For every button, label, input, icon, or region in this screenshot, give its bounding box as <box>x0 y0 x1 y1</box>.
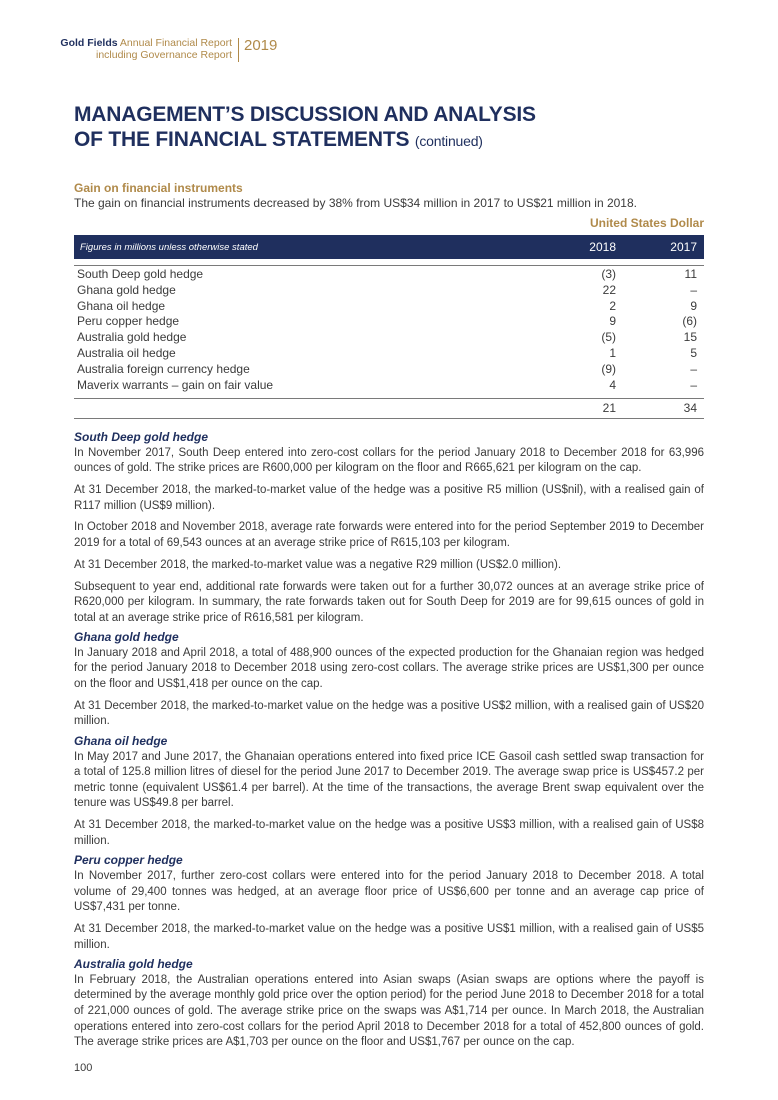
table-row <box>74 283 704 299</box>
paragraph: In November 2017, further zero-cost collars were entered into for the period January 2018 to December 2018. A total volume of 29,400 tonnes was hedged, at an average floor price of US$6,600 per tonne and an average cap price of US$7,431 per tonne. <box>74 869 704 914</box>
row-label: Australia foreign currency hedge <box>77 361 250 376</box>
report-subtitle: including Governance Report <box>96 48 232 61</box>
paragraph: In October 2018 and November 2018, average rate forwards were entered into for the period September 2019 to December 2019 for a total of 69,543 ounces at an average strike price of R615,103 per kilogram. <box>74 521 704 549</box>
paragraph: In November 2017, South Deep entered into zero-cost collars for the period January 2018 to December 2018 for 63,996 ounces of gold. The strike prices are R600,000 per kilogram on the floor and R665,621 per kilogram on the cap. <box>74 446 704 475</box>
currency-label: United States Dollar <box>589 216 704 230</box>
section-heading: Gain on financial instruments <box>74 181 243 195</box>
table-row <box>74 330 704 346</box>
row-label: Australia oil hedge <box>77 345 176 360</box>
subheading-ghana-oil: Ghana oil hedge <box>74 734 168 749</box>
paragraph: At 31 December 2018, the marked-to-market value was a negative R29 million (US$2.0 million). <box>74 558 562 571</box>
column-header-2017: 2017 <box>670 240 697 254</box>
paragraph: At 31 December 2018, the marked-to-market value on the hedge was a positive US$1 million, with a realised gain of US$5 million. <box>74 922 704 951</box>
report-header-text <box>60 38 232 61</box>
page-title-line1: MANAGEMENT’S DISCUSSION AND ANALYSIS <box>74 103 536 126</box>
total-2017: 34 <box>683 401 697 415</box>
report-year: 2019 <box>244 37 278 54</box>
continued-label: (continued) <box>414 133 483 149</box>
table-row <box>74 378 704 394</box>
row-value-2017: – <box>690 377 697 392</box>
row-value-2017: (6) <box>682 314 697 329</box>
table-caption: Figures in millions unless otherwise stated <box>80 242 258 253</box>
row-value-2017: 15 <box>683 330 697 345</box>
row-label: Australia gold hedge <box>77 330 187 345</box>
row-label: Maverix warrants – gain on fair value <box>77 377 274 392</box>
table-rule-bottom <box>74 418 704 419</box>
table-body <box>74 267 704 393</box>
row-value-2017: – <box>690 282 697 297</box>
body-text <box>74 430 704 1057</box>
section-intro: The gain on financial instruments decreased by 38% from US$34 million in 2017 to US$21 million in 2018. <box>74 196 637 210</box>
table-row <box>74 299 704 315</box>
report-name: Annual Financial Report <box>119 37 232 49</box>
table-row <box>74 267 704 283</box>
paragraph: At 31 December 2018, the marked-to-market value on the hedge was a positive US$3 million, with a realised gain of US$8 million. <box>74 819 704 847</box>
table-row <box>74 314 704 330</box>
subheading-south-deep: South Deep gold hedge <box>74 430 208 444</box>
row-value-2018: 4 <box>609 377 616 392</box>
subheading-peru-copper: Peru copper hedge <box>74 853 183 868</box>
row-value-2018: 9 <box>609 314 616 329</box>
paragraph: At 31 December 2018, the marked-to-market value of the hedge was a positive R5 million (US$nil), with a realised gain of R117 million (US$9 million). <box>74 483 704 512</box>
paragraph: At 31 December 2018, the marked-to-market value on the hedge was a positive US$2 million, with a realised gain of US$20 million. <box>74 699 704 728</box>
header-divider <box>238 38 239 62</box>
table-row <box>74 346 704 362</box>
row-value-2017: 11 <box>684 267 697 281</box>
row-value-2017: – <box>690 361 697 376</box>
row-value-2017: 5 <box>690 345 697 360</box>
table-row <box>74 362 704 378</box>
row-label: South Deep gold hedge <box>77 267 204 281</box>
row-label: Peru copper hedge <box>77 314 180 329</box>
paragraph: In May 2017 and June 2017, the Ghanaian operations entered into fixed price ICE Gasoil cash settled swap transaction for a total of 125.8 million litres of diesel for the period June 2017 to December 2019. The average swap price is US$457.2 per metric tonne (equivalent US$61.4 per barrel). At the time of the transactions, the average Brent swap equivalent over the tenure was US$49.8 per barrel. <box>74 750 704 810</box>
row-value-2018: 2 <box>609 298 616 313</box>
table-rule-top <box>74 265 704 266</box>
subheading-ghana-gold: Ghana gold hedge <box>74 630 179 645</box>
page-number: 100 <box>74 1062 93 1074</box>
brand-name: Gold Fields <box>60 37 118 49</box>
column-header-2018: 2018 <box>589 240 616 254</box>
table-total-row <box>74 401 704 416</box>
paragraph: Subsequent to year end, additional rate forwards were taken out for a further 30,072 ounces at an average strike price of R620,000 per kilogram. In summary, the rate forwards taken out for South Deep for 2019 are for 99,615 ounces of gold in total at an average strike price of R616,581 per kilogram. <box>74 580 704 624</box>
row-value-2018: (9) <box>601 361 616 376</box>
paragraph: In February 2018, the Australian operations entered into Asian swaps (Asian swaps are options where the payoff is determined by the average monthly gold price over the option period) for the period June 2018 to December 2018 for a total of 221,000 ounces of gold. The average strike price on the swaps was A$1,714 per ounce. In March 2018, the Australian operations entered into zero-cost collars for the period April 2018 to December 2018 for a total of 452,800 ounces of gold. The average strike prices are A$1,703 per ounce on the floor and US$1,767 per ounce on the cap. <box>74 973 704 1049</box>
row-value-2018: (3) <box>601 267 616 281</box>
row-label: Ghana oil hedge <box>77 298 166 313</box>
page-title-line2: OF THE FINANCIAL STATEMENTS <box>74 128 410 151</box>
subheading-australia-gold: Australia gold hedge <box>74 957 193 972</box>
report-header <box>0 38 778 74</box>
row-value-2018: 1 <box>609 345 616 360</box>
page-title <box>74 102 714 154</box>
row-value-2017: 9 <box>690 298 697 313</box>
table-header <box>74 235 704 259</box>
row-label: Ghana gold hedge <box>77 282 176 297</box>
table-rule-total <box>74 398 704 399</box>
total-2018: 21 <box>602 401 616 415</box>
paragraph: In January 2018 and April 2018, a total of 488,900 ounces of the expected production for the Ghanaian region was hedged for the period January 2018 to December 2018 using zero-cost collars. The average strike prices are US$1,300 per ounce on the floor and US$1,418 per ounce on the cap. <box>74 646 704 691</box>
row-value-2018: (5) <box>601 330 616 345</box>
row-value-2018: 22 <box>602 282 616 297</box>
